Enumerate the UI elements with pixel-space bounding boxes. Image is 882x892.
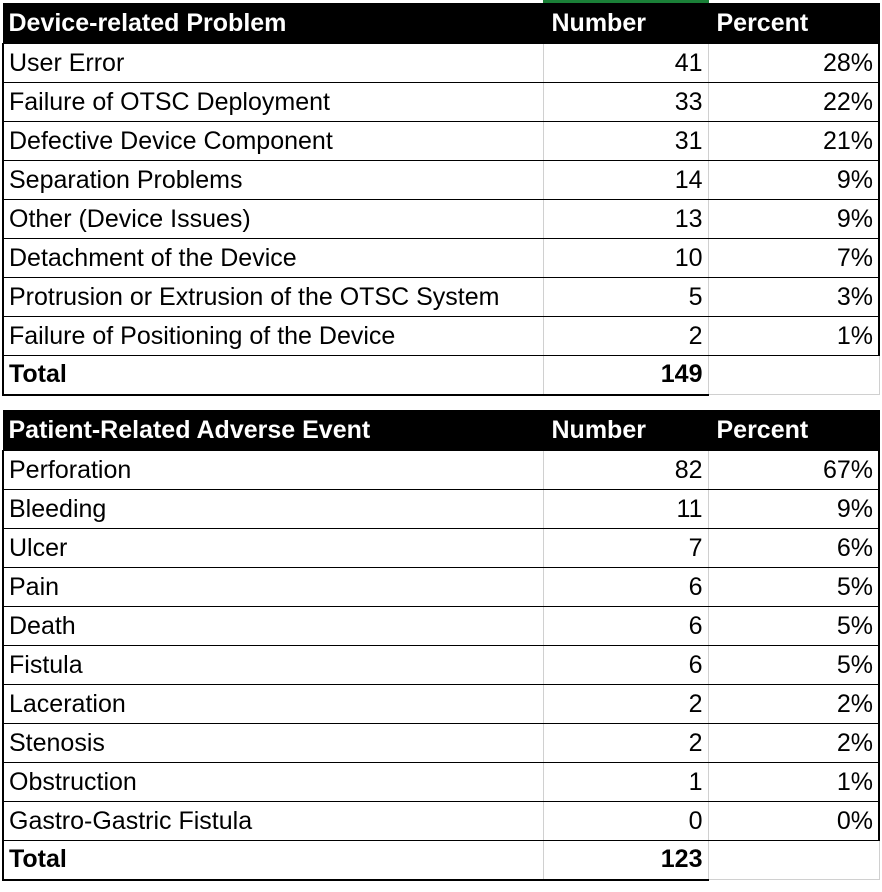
- total-number-cell[interactable]: 123: [543, 841, 708, 880]
- row-number-cell[interactable]: 2: [543, 317, 708, 356]
- row-number-cell[interactable]: 5: [543, 278, 708, 317]
- row-label-cell[interactable]: Protrusion or Extrusion of the OTSC System: [3, 278, 543, 317]
- total-percent-cell[interactable]: [708, 356, 879, 395]
- patient-header-event[interactable]: Patient-Related Adverse Event: [3, 411, 543, 451]
- row-number-cell[interactable]: 2: [543, 724, 708, 763]
- patient-header-number[interactable]: Number: [543, 411, 708, 451]
- row-label-cell[interactable]: Pain: [3, 568, 543, 607]
- device-header-percent[interactable]: Percent: [708, 4, 879, 44]
- row-percent-cell[interactable]: 0%: [708, 802, 879, 841]
- row-number-cell[interactable]: 6: [543, 568, 708, 607]
- row-number-cell[interactable]: 2: [543, 685, 708, 724]
- table-row: [3, 685, 879, 724]
- patient-header-percent[interactable]: Percent: [708, 411, 879, 451]
- row-percent-cell[interactable]: 2%: [708, 724, 879, 763]
- row-number-cell[interactable]: 10: [543, 239, 708, 278]
- row-label-cell[interactable]: Obstruction: [3, 763, 543, 802]
- row-percent-cell[interactable]: 5%: [708, 607, 879, 646]
- table-row: [3, 83, 879, 122]
- table-row: [3, 317, 879, 356]
- table-row: [3, 646, 879, 685]
- device-table-header-row: [3, 4, 879, 44]
- total-percent-cell[interactable]: [708, 841, 879, 880]
- table-row: [3, 239, 879, 278]
- row-percent-cell[interactable]: 28%: [708, 44, 879, 83]
- total-number-cell[interactable]: 149: [543, 356, 708, 395]
- row-number-cell[interactable]: 14: [543, 161, 708, 200]
- table-row: [3, 161, 879, 200]
- patient-adverse-event-table: [2, 410, 880, 881]
- row-label-cell[interactable]: Perforation: [3, 451, 543, 490]
- patient-table-header-row: [3, 411, 879, 451]
- row-number-cell[interactable]: 0: [543, 802, 708, 841]
- row-label-cell[interactable]: Detachment of the Device: [3, 239, 543, 278]
- table-row: [3, 802, 879, 841]
- row-number-cell[interactable]: 1: [543, 763, 708, 802]
- row-label-cell[interactable]: Other (Device Issues): [3, 200, 543, 239]
- row-percent-cell[interactable]: 5%: [708, 568, 879, 607]
- row-label-cell[interactable]: Death: [3, 607, 543, 646]
- row-label-cell[interactable]: Stenosis: [3, 724, 543, 763]
- row-percent-cell[interactable]: 9%: [708, 161, 879, 200]
- patient-total-row: [3, 841, 879, 880]
- row-number-cell[interactable]: 41: [543, 44, 708, 83]
- table-row: [3, 490, 879, 529]
- row-number-cell[interactable]: 31: [543, 122, 708, 161]
- row-percent-cell[interactable]: 1%: [708, 763, 879, 802]
- table-row: [3, 529, 879, 568]
- row-percent-cell[interactable]: 22%: [708, 83, 879, 122]
- row-percent-cell[interactable]: 9%: [708, 200, 879, 239]
- row-number-cell[interactable]: 6: [543, 607, 708, 646]
- total-label-cell[interactable]: Total: [3, 356, 543, 395]
- device-problem-table: [2, 3, 880, 396]
- table-row: [3, 44, 879, 83]
- row-label-cell[interactable]: Failure of Positioning of the Device: [3, 317, 543, 356]
- device-total-row: [3, 356, 879, 395]
- row-label-cell[interactable]: Gastro-Gastric Fistula: [3, 802, 543, 841]
- row-percent-cell[interactable]: 2%: [708, 685, 879, 724]
- row-label-cell[interactable]: Bleeding: [3, 490, 543, 529]
- row-label-cell[interactable]: Ulcer: [3, 529, 543, 568]
- table-row: [3, 724, 879, 763]
- device-header-problem[interactable]: Device-related Problem: [3, 4, 543, 44]
- row-label-cell[interactable]: Separation Problems: [3, 161, 543, 200]
- table-row: [3, 122, 879, 161]
- table-row: [3, 763, 879, 802]
- row-number-cell[interactable]: 7: [543, 529, 708, 568]
- row-number-cell[interactable]: 33: [543, 83, 708, 122]
- row-percent-cell[interactable]: 5%: [708, 646, 879, 685]
- row-percent-cell[interactable]: 3%: [708, 278, 879, 317]
- row-label-cell[interactable]: Failure of OTSC Deployment: [3, 83, 543, 122]
- row-label-cell[interactable]: Defective Device Component: [3, 122, 543, 161]
- table-row: [3, 568, 879, 607]
- row-number-cell[interactable]: 11: [543, 490, 708, 529]
- row-percent-cell[interactable]: 6%: [708, 529, 879, 568]
- row-label-cell[interactable]: User Error: [3, 44, 543, 83]
- row-number-cell[interactable]: 6: [543, 646, 708, 685]
- row-percent-cell[interactable]: 9%: [708, 490, 879, 529]
- table-row: [3, 607, 879, 646]
- row-percent-cell[interactable]: 7%: [708, 239, 879, 278]
- row-label-cell[interactable]: Laceration: [3, 685, 543, 724]
- row-percent-cell[interactable]: 21%: [708, 122, 879, 161]
- row-number-cell[interactable]: 82: [543, 451, 708, 490]
- row-label-cell[interactable]: Fistula: [3, 646, 543, 685]
- row-number-cell[interactable]: 13: [543, 200, 708, 239]
- table-row: [3, 451, 879, 490]
- row-percent-cell[interactable]: 67%: [708, 451, 879, 490]
- device-header-number[interactable]: Number: [543, 4, 708, 44]
- row-percent-cell[interactable]: 1%: [708, 317, 879, 356]
- total-label-cell[interactable]: Total: [3, 841, 543, 880]
- table-row: [3, 278, 879, 317]
- table-row: [3, 200, 879, 239]
